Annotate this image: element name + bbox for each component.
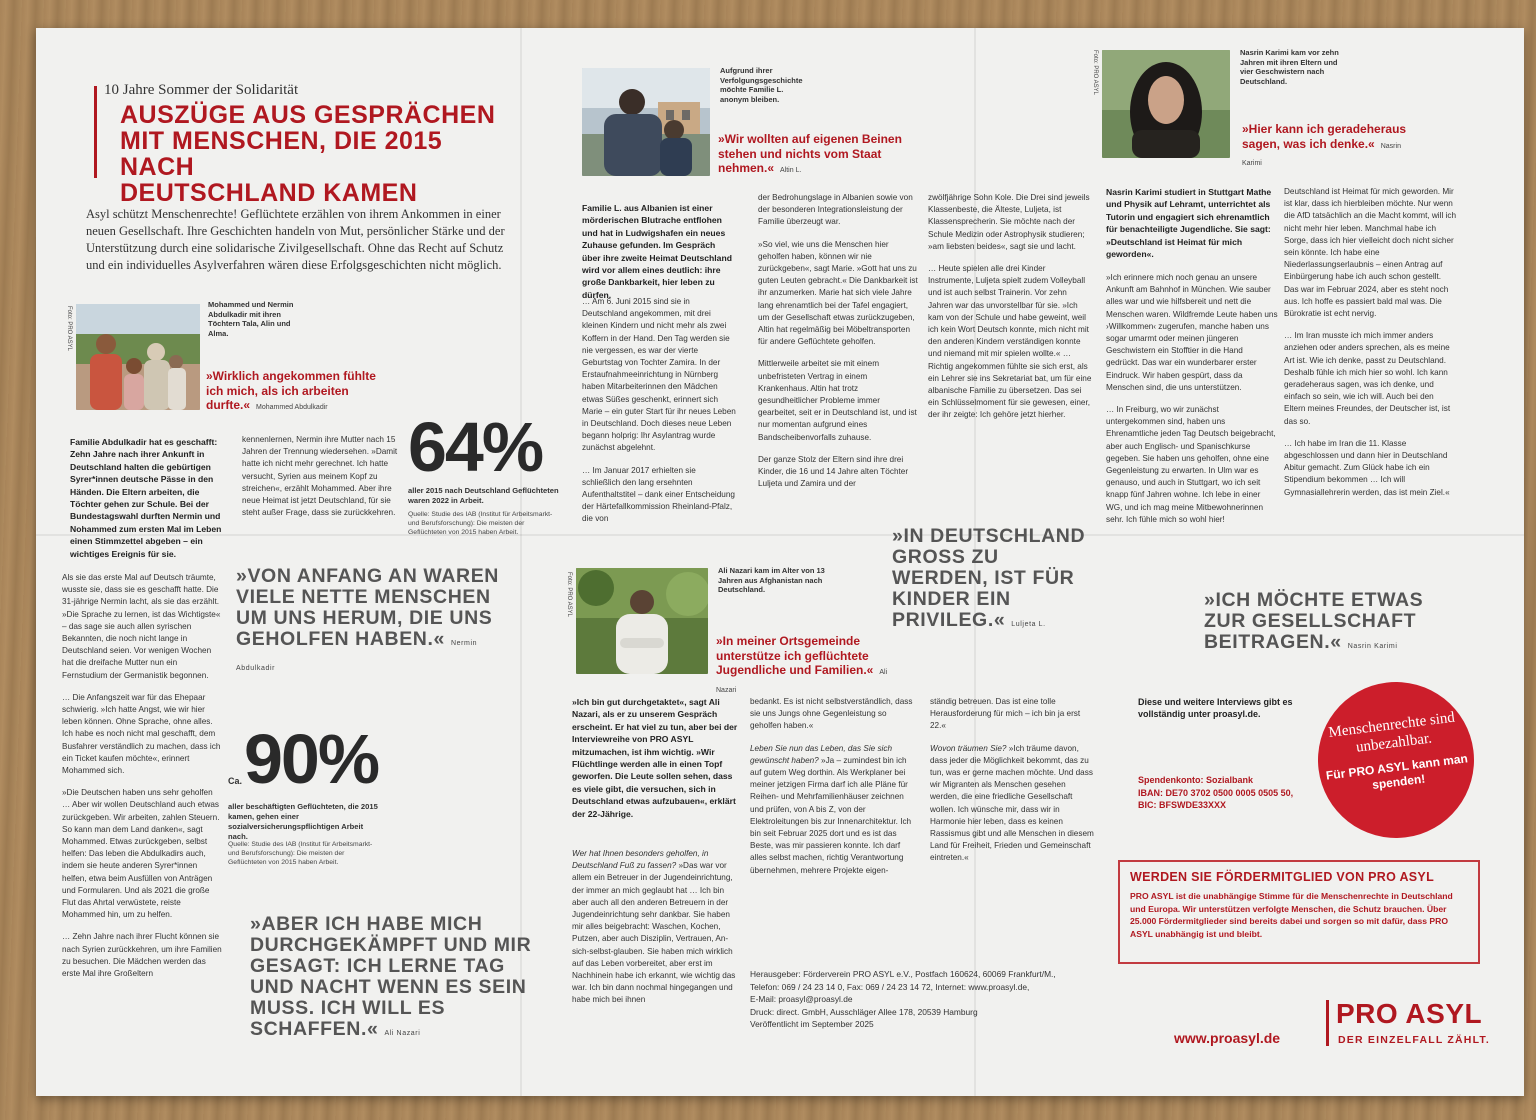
nasrin-column-1: »Ich erinnere mich noch genau an unsere Ankunft am Bahnhof in München. Wie sauber alles war und wie hilfsbereit und nett die Menschen waren. Wildfremde Leute haben uns ›Willkommen‹ zugerufen, manche haben uns sogar umarmt oder meinen jüngeren Geschwistern ein Stofftier in die Hand gedrückt. Das war ein wunderbarer erster Eindruck. Wir haben gespürt, dass da Menschen sind, die uns unterstützen. … In Freiburg, wo wir zunächst untergekommen sind, haben uns Ehrenamtliche jeden Tag Deutsch beigebracht, aber auch Englisch- und Spanischkurse gegeben. Sie haben uns geholfen, ohne eine Gegenleistung zu erwarten. In Ulm war es genauso, und auch in Stuttgart, wo ich seit knapp fünf Jahren wohne. Ich lebe in einer WG, und ich mag meine Mitbewohnerinnen sehr. Ich fühle mich so wohl hier! (1106, 273, 1278, 524)
headline-accent-bar (94, 86, 97, 178)
photo-credit: Foto: PRO ASYL (66, 306, 72, 352)
kicker: 10 Jahre Sommer der Solidarität (104, 82, 299, 98)
stat-90-prefix: Ca. (228, 776, 243, 786)
luljeta-big-quote: »IN DEUTSCHLAND GROSS ZU WERDEN, IST FÜR KINDER EIN PRIVILEG.« Luljeta L. (892, 525, 1086, 631)
altin-column-1: … Am 6. Juni 2015 sind sie in Deutschland angekommen, mit drei kleinen Kindern und nicht mehr als zwei Koffern in der Hand. Den Tag werden sie nie vergessen, es war der vierte Geburtstag von Tochter Zamira. In der Erstaufnahmeeinrichtung in Nürnberg haben Mitarbeiterinnen den Mädchen etwas Süßes geschenkt, erinnert sich Marie – ein guter Start für ihr neues Leben in Deutschland. Doch dieses neue Leben begann holprig: Ihr Asylantrag wurde zunächst abgelehnt. … Im Januar 2017 erhielten sie schließlich den lang ersehnten Aufenthaltstitel – dank einer Entscheidung der Härtefallkommission Rheinland-Pfalz, die von (582, 297, 736, 524)
ali-lead: »Ich bin gut durchgetaktet«, sagt Ali Nazari, als er zu unserem Gespräch erscheint. Er hat viel zu tun, aber bei der Interviewreihe von PRO ASYL mitzumachen, ist ihm wichtig. »Wir Flüchtlinge werden alle in einen Topf geworfen. Die Leute sollen sehen, dass es viele gibt, die versuchen, sich in Deutschland etwas aufzubauen«, erklärt der 22-Jährige. (572, 697, 738, 819)
stat-64-source: Quelle: Studie des IAB (Institut für Arbeitsmarkt- und Berufsforschung): Die meisten der Geflüchteten von 2015 haben Arbeit. (408, 511, 553, 536)
membership-title: WERDEN SIE FÖRDERMITGLIED VON PRO ASYL (1130, 870, 1435, 884)
abdulkadir-lead: Familie Abdulkadir hat es geschafft: Zehn Jahre nach ihrer Ankunft in Deutschland halten die gebürtigen Syrer*innen deutsche Pässe in den Händen. Die Eltern arbeiten, die Töchter gehen zur Schule. Bei der Bundestagswahl durften Nermin und Nohammed zum ersten Mal im Leben einen Stimmzettel abgeben – ein wichtiges Ereignis für sie. (70, 437, 222, 559)
altin-quote: »Wir wollten auf eigenen Beinen stehen und nichts vom Staat nehmen.« Altin L. (718, 132, 902, 175)
family-photo-caption: Mohammed und Nermin Abdulkadir mit ihren Töchtern Tala, Alin und Alma. (208, 300, 294, 338)
abdulkadir-column-2: kennenlernen, Nermin ihre Mutter nach 15 Jahren der Trennung wiedersehen. »Damit hatte ich nicht mehr gerechnet. Ich hatte versucht, Syrien aus meinem Kopf zu streichen«, erzählt Mohammed. Aber ihre neue Heimat ist jetzt Deutschland, für sie steht außer Frage, dass sie zurückkehren. (242, 435, 398, 518)
family-photo (76, 304, 200, 410)
pro-asyl-logo: PRO ASYL (1336, 998, 1483, 1029)
ali-big-quote: »ABER ICH HABE MICH DURCHGEKÄMPFT UND MIR GESAGT: ICH LERNE TAG UND NACHT WENN ES SEIN MUSS. ICH WILL ES SCHAFFEN.« Ali Nazari (250, 913, 532, 1040)
nermin-big-quote: »VON ANFANG AN WAREN VIELE NETTE MENSCHEN UM UNS HERUM, DIE UNS GEHOLFEN HABEN.« Nermin Abdulkadir (236, 565, 499, 672)
stat-90-source: Quelle: Studie des IAB (Institut für Arbeitsmarkt- und Berufsforschung): Die meisten der Geflüchteten von 2015 haben Arbeit. (228, 841, 373, 866)
membership-text: PRO ASYL ist die unabhängige Stimme für die Menschenrechte in Deutschland und Europa. Wir unterstützen verfolgte Menschen, die Schutz brauchen. Über 25.000 Fördermitglieder sind bereits dabei und sorgen so mit dafür, dass PRO ASYL unabhängig ist und bleibt. (1130, 891, 1453, 939)
donation-badge: Menschenrechte sind unbezahlbar. Für PRO ASYL kann man spenden! (1309, 673, 1483, 847)
imprint: Herausgeber: Förderverein PRO ASYL e.V., Postfach 160624, 60069 Frankfurt/M., Telefon: 069 / 24 23 14 0, Fax: 069 / 24 23 14 72, Internet: www.proasyl.de, E-Mail: proasyl@proasyl.de Druck: direct. GmbH, Ausschläger Allee 178, 20539 Hamburg Veröffentlicht im September 2025 (750, 968, 1110, 1031)
membership-box (1118, 860, 1480, 964)
abdulkadir-quote: »Wirklich angekommen fühlte ich mich, als ich arbeiten durfte.« Mohammed Abdulkadir (206, 369, 376, 412)
intro-text: Asyl schützt Menschenrechte! Geflüchtete erzählen von ihrem Ankommen in einer neuen Gesellschaft. Ihre Geschichten handeln von Mut, persönlicher Stärke und der Unterstützung durch eine solidarische Zivilgesellschaft. Ohne das Recht auf Schutz und ein individuelles Asylverfahren wären diese Erfolgsgeschichten nicht möglich. (86, 207, 505, 272)
logo-slogan: DER EINZELFALL ZÄHLT. (1338, 1034, 1490, 1046)
ali-nazari-photo (576, 568, 708, 674)
stat-90-text: aller beschäftigten Geflüchteten, die 2015 kamen, gehen einer sozialversicherungspflichtigen Arbeit nach. (228, 802, 378, 841)
stat-64-value: 64% (408, 408, 543, 486)
logo-accent-bar (1326, 1000, 1329, 1046)
nasrin-quote: »Hier kann ich geradeheraus sagen, was ich denke.« Nasrin Karimi (1242, 122, 1407, 167)
ali-photo-credit: Foto: PRO ASYL (566, 572, 572, 618)
ali-photo-caption: Ali Nazari kam im Alter von 13 Jahren aus Afghanistan nach Deutschland. (718, 566, 825, 594)
nasrin-karimi-photo (1102, 50, 1230, 158)
nasrin-photo-caption: Nasrin Karimi kam vor zehn Jahren mit ihren Eltern und vier Geschwistern nach Deutschland. (1240, 48, 1339, 86)
nasrin-photo-credit: Foto: PRO ASYL (1092, 50, 1098, 96)
imprint-email: E-Mail: proasyl@proasyl.de (750, 994, 853, 1004)
stat-64-text: aller 2015 nach Deutschland Geflüchteten waren 2022 in Arbeit. (408, 486, 559, 505)
nasrin-lead: Nasrin Karimi studiert in Stuttgart Mathe und Physik auf Lehramt, unterrichtet als Tutorin und engagiert sich ehrenamtlich für benachteiligte Jugendliche. Sie sagt: »Deutschland ist Heimat für mich geworden«. (1106, 187, 1272, 260)
ali-column-3: ständig betreuen. Das ist eine tolle Herausforderung für mich – ich bin ja erst 22.« Wovon träumen Sie? »Ich träume davon, dass jeder die Möglichkeit bekommt, das zu tun, was er gerne machen möchte. Und dass wir Migranten als Menschen gesehen werden, die eine friedliche Gesellschaft wollen. Ich wünsche mir, dass wir in Harmonie hier leben, dass es keinen Rassismus gibt und alle Menschen in diesem Land für Freiheit, Frieden und Gemeinschaft eintreten.« (930, 697, 1094, 863)
ali-quote: »In meiner Ortsgemeinde unterstütze ich geflüchtete Jugendliche und Familien.« Ali Nazari (716, 634, 888, 694)
ali-column-1: Wer hat Ihnen besonders geholfen, in Deutschland Fuß zu fassen? »Das war vor allem ein Betreuer in der Jugendeinrichtung, der immer an mich geglaubt hat … Ich bin aber auch all den anderen Betreuern in der Jugendeinrichtung sehr dankbar. Sie haben mir alles beigebracht: Waschen, Kochen, Putzen, aber auch Disziplin, Vertrauen, An-sich-selbst-glauben. Sie haben mich wirklich auf das Leben vorbereitet, aber erst im Nachhinein habe ich erkannt, wie wichtig das war. Ich bin dann nochmal hingegangen und habe mich bei ihnen (572, 849, 736, 1005)
more-interviews-note: Diese und weitere Interviews gibt es vollständig unter proasyl.de. (1138, 697, 1293, 720)
abdulkadir-column-1: Als sie das erste Mal auf Deutsch träumte, wusste sie, dass sie es geschafft hatte. Die 31-jährige Nermin lacht, als sie das erzählt. »Die Sprache zu lernen, ist das Wichtigste« – das sage sie auch allen syrischen Bekannten, die noch nicht lange in Deutschland seien. Vor wenigen Wochen hat die dreifache Mutter nun ein Fernstudium der Germanistik begonnen. … Die Anfangszeit war für das Ehepaar schwierig. »Ich hatte Angst, wie wir hier leben können. Ohne Sprache, ohne alles. Ich habe es noch nicht mal geschafft, dem Busfahrer verständlich zu machen, dass ich ein Ticket kaufen möchte«, erinnert Mohammed sich. »Die Deutschen haben uns sehr geholfen … Aber wir wollen Deutschland auch etwas zurückgeben. Wir arbeiten, zahlen Steuern. So kann man dem Land danken«, sagt Mohammed. Etwas zurückgeben, selbst helfen: Das leben die Abdulkadirs auch, indem sie heute anderen Syrer*innen helfen, etwa beim Ausfüllen von Anträgen und Formularen. Und als 2021 die große Flut das Ahrtal verwüstete, reiste Mohammed hin, um zu helfen. … Zehn Jahre nach ihrer Flucht können sie nach Syrien zurückkehren, um ihre Familien zu besuchen. Die Mädchen werden das erste Mal ihre Großeltern (62, 573, 222, 979)
altin-column-3: zwölfjährige Sohn Kole. Die Drei sind jeweils Klassenbeste, die Älteste, Luljeta, ist Klassensprecherin. Sie möchte nach der Schule Medizin oder Astrophysik studieren; »am liebsten beides«, sagt sie und lacht. … Heute spielen alle drei Kinder Instrumente, Luljeta spielt zudem Volleyball und ist auch selbst Trainerin. Vor zehn Jahren war das unvorstellbar für sie. »Ich kam von der Schule und habe geweint, weil ich kein Wort Deutsch konnte, mich nicht mit den anderen Kindern verständigen konnte und niemand mit mir spielen wollte.« … Richtig angekommen fühlte sie sich erst, als ein Lehrer sie ins Sekretariat bat, um für eine albanische Familie zu übersetzen. Das sei ein Schlüsselmoment für sie gewesen, einer, der ihr zeigte: Ich gehöre jetzt hierher. (928, 193, 1092, 420)
nasrin-big-quote: »ICH MÖCHTE ETWAS ZUR GESELLSCHAFT BEITRAGEN.« Nasrin Karimi (1204, 589, 1424, 653)
family-l-photo-caption: Aufgrund ihrer Verfolgungsgeschichte möchte Familie L. anonym bleiben. (720, 66, 803, 104)
altin-column-2: der Bedrohungslage in Albanien sowie von der besonderen Integrationsleistung der Familie überzeugt war. »So viel, wie uns die Menschen hier geholfen haben, können wir nie zurückgeben«, sagt Marie. »Gott hat uns zu guten Leuten gebracht.« Die Dankbarkeit ist ihr anzumerken. Marie hat sich viele Jahre lang ehrenamtlich bei der Tafel engagiert, um der Gesellschaft etwas zurückzugeben, Altin hat regelmäßig bei Möbeltransporten für andere Geflüchtete geholfen. Mittlerweile arbeitet sie mit einem unbefristeten Vertrag in einem Krankenhaus. Altin hat trotz gesundheitlicher Probleme immer gearbeitet, seit er in Deutschland ist, und ist nur momentan aufgrund eines Bandscheibenvorfalls zuhause. Der ganze Stolz der Eltern sind ihre drei Kinder, die 16 und 14 Jahre alten Töchter Luljeta und Zamira und der (758, 193, 918, 489)
website-link[interactable]: www.proasyl.de (1174, 1030, 1281, 1046)
ali-column-2: bedankt. Es ist nicht selbstverständlich, dass sie uns Jungs ohne Gegenleistung so geholfen haben.« Leben Sie nun das Leben, das Sie sich gewünscht haben? »Ja – zumindest bin ich auf gutem Weg dorthin. Als Werkplaner bei meiner jetzigen Firma darf ich alle Pläne für Reihen- und Mehrfamilienhäuser zeichnen und prüfen, von A bis Z, von der Elektroleitungen bis zur Innenarchitektur. Ich bin seit Februar 2025 dort und es ist das Beste, was mir passieren konnte. Ich darf alles selbst machen, richtig Verantwortung übernehmen, mehrere Projekte eigen- (750, 697, 913, 875)
donation-account: Spendenkonto: Sozialbank IBAN: DE70 3702 0500 0005 0505 50, BIC: BFSWDE33XXX (1138, 775, 1294, 810)
nasrin-column-2: Deutschland ist Heimat für mich geworden. Mir ist klar, dass ich hierbleiben möchte. Nur wenn die AfD tatsächlich an die Macht kommt, will ich nicht mehr hier leben. Manchmal habe ich Sorge, dass ich hier vielleicht doch nicht sicher sein könnte. Ich habe eine Niederlassungserlaubnis – einen Antrag auf Einbürgerung habe ich auch schon gestellt. Das war im Februar 2024, aber es steht noch aus. Ich hoffe es passiert bald mal was. Die Bürokratie ist echt nervig. … Im Iran musste ich mich immer anders anziehen oder anders sprechen, als es meine Art ist. Wie ich denke, passt zu Deutschland. Deshalb fühle ich mich hier so wohl. Ich kann geradeheraus sagen, was ich denke, und einfach so sein, wie ich will. Auch bei den Eltern meines Freundes, der Deutscher ist, ist das so. … Ich habe im Iran die 11. Klasse abgeschlossen und dann hier in Deutschland Abitur gemacht. Zum Glück habe ich ein Stipendium bekommen … Ich will Gymnasiallehrerin werden, das ist mein Ziel.« (1284, 187, 1457, 497)
newspaper-page (36, 28, 1524, 1096)
stat-90-value: 90% (244, 720, 379, 798)
altin-lead: Familie L. aus Albanien ist einer mörderischen Blutrache entflohen und hat in Ludwigshafen ein neues Zuhause gefunden. Im Gespräch über ihre zweite Heimat Deutschland wird vor allem eines deutlich: ihre große Dankbarkeit, hier leben zu dürfen. (582, 203, 732, 300)
page-title: AUSZÜGE AUS GESPRÄCHEN MIT MENSCHEN, DIE 2015 NACH DEUTSCHLAND KAMEN (120, 101, 496, 207)
family-l-photo (582, 68, 710, 176)
